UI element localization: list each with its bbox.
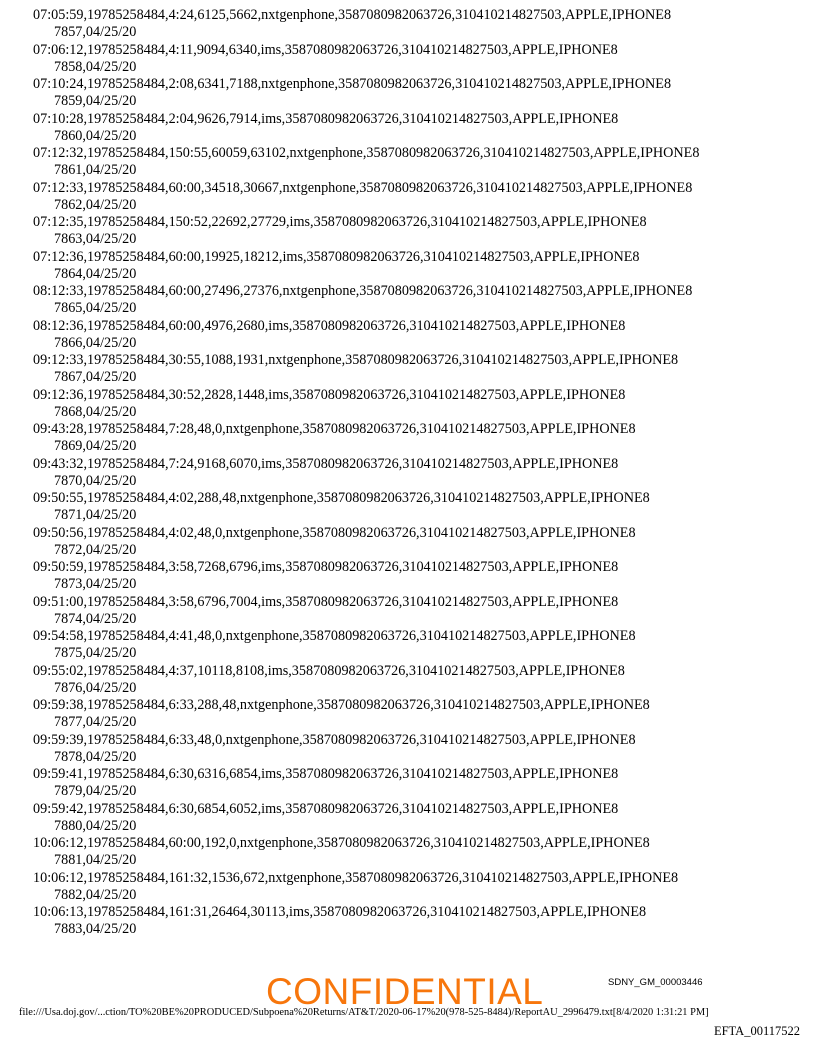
record-line2: 7878,04/25/20	[54, 748, 137, 765]
record-line1: 09:59:39,19785258484,6:33,48,0,nxtgenphone,3587080982063726,310410214827503,APPLE,IPHONE8	[33, 731, 636, 748]
record-line2: 7863,04/25/20	[54, 231, 137, 247]
record-row	[33, 628, 803, 663]
record-line2: 7876,04/25/20	[54, 679, 137, 696]
call-records-list	[33, 7, 803, 939]
record-line1: 09:59:42,19785258484,6:30,6854,6052,ims,3587080982063726,310410214827503,APPLE,IPHONE8	[33, 800, 619, 817]
record-line2: 7881,04/25/20	[54, 852, 137, 868]
record-row	[33, 801, 803, 836]
record-line2: 7867,04/25/20	[54, 369, 137, 385]
record-line1: 10:06:12,19785258484,60:00,192,0,nxtgenphone,3587080982063726,310410214827503,APPLE,IPHONE8	[33, 835, 650, 851]
bates-number: SDNY_GM_00003446	[608, 977, 703, 988]
confidential-watermark: CONFIDENTIAL	[266, 971, 544, 1012]
record-line2: 7877,04/25/20	[54, 714, 137, 730]
record-line2: 7858,04/25/20	[54, 58, 137, 75]
record-line1: 09:54:58,19785258484,4:41,48,0,nxtgenphone,3587080982063726,310410214827503,APPLE,IPHONE8	[33, 628, 636, 644]
record-row	[33, 421, 803, 456]
record-line2: 7875,04/25/20	[54, 645, 137, 661]
record-row	[33, 42, 803, 77]
record-line1: 09:50:55,19785258484,4:02,288,48,nxtgenphone,3587080982063726,310410214827503,APPLE,IPHONE8	[33, 490, 650, 506]
record-line1: 07:12:32,19785258484,150:55,60059,63102,nxtgenphone,3587080982063726,310410214827503,APPLE,IPHONE8	[33, 145, 700, 161]
record-row	[33, 387, 803, 422]
efta-number: EFTA_00117522	[713, 1024, 800, 1038]
record-line2: 7871,04/25/20	[54, 507, 137, 523]
record-row	[33, 732, 803, 767]
record-line1: 09:12:33,19785258484,30:55,1088,1931,nxtgenphone,3587080982063726,310410214827503,APPLE,IPHONE8	[33, 352, 679, 368]
record-line1: 09:59:38,19785258484,6:33,288,48,nxtgenphone,3587080982063726,310410214827503,APPLE,IPHONE8	[33, 697, 650, 713]
record-row	[33, 870, 803, 905]
record-line1: 07:12:33,19785258484,60:00,34518,30667,nxtgenphone,3587080982063726,310410214827503,APPLE,IPHONE8	[33, 179, 693, 196]
record-row	[33, 180, 803, 215]
record-line2: 7857,04/25/20	[54, 24, 137, 40]
record-line1: 08:12:36,19785258484,60:00,4976,2680,ims,3587080982063726,310410214827503,APPLE,IPHONE8	[33, 317, 626, 334]
record-line1: 09:12:36,19785258484,30:52,2828,1448,ims,3587080982063726,310410214827503,APPLE,IPHONE8	[33, 386, 626, 403]
record-line1: 10:06:13,19785258484,161:31,26464,30113,ims,3587080982063726,310410214827503,APPLE,IPHONE8	[33, 904, 647, 920]
record-row	[33, 663, 803, 698]
record-row	[33, 766, 803, 801]
record-row	[33, 7, 803, 42]
record-line1: 07:12:35,19785258484,150:52,22692,27729,ims,3587080982063726,310410214827503,APPLE,IPHONE8	[33, 214, 647, 230]
record-line2: 7869,04/25/20	[54, 438, 137, 454]
record-row	[33, 283, 803, 318]
record-row	[33, 352, 803, 387]
record-line1: 09:55:02,19785258484,4:37,10118,8108,ims,3587080982063726,310410214827503,APPLE,IPHONE8	[33, 662, 625, 679]
record-line1: 09:43:32,19785258484,7:24,9168,6070,ims,3587080982063726,310410214827503,APPLE,IPHONE8	[33, 455, 619, 472]
record-line2: 7883,04/25/20	[54, 921, 137, 937]
record-line1: 07:10:24,19785258484,2:08,6341,7188,nxtgenphone,3587080982063726,310410214827503,APPLE,IPHONE8	[33, 76, 672, 92]
footer-file-path: file:///Usa.doj.gov/...ction/TO%20BE%20PRODUCED/Subpoena%20Returns/AT&T/2020-06-17%20(978-525-8484)/ReportAU_2996479.txt[8/4/2020 1:31:21 PM]	[19, 1007, 709, 1018]
record-row	[33, 835, 803, 870]
record-row	[33, 318, 803, 353]
record-line1: 09:50:59,19785258484,3:58,7268,6796,ims,3587080982063726,310410214827503,APPLE,IPHONE8	[33, 559, 619, 575]
record-line1: 07:05:59,19785258484,4:24,6125,5662,nxtgenphone,3587080982063726,310410214827503,APPLE,IPHONE8	[33, 7, 672, 23]
record-row	[33, 525, 803, 560]
record-line2: 7882,04/25/20	[54, 886, 137, 903]
record-line2: 7864,04/25/20	[54, 265, 137, 282]
record-line2: 7868,04/25/20	[54, 403, 137, 420]
record-line2: 7874,04/25/20	[54, 610, 137, 627]
record-line2: 7861,04/25/20	[54, 162, 137, 178]
record-row	[33, 249, 803, 284]
record-line2: 7859,04/25/20	[54, 93, 137, 109]
record-line1: 09:43:28,19785258484,7:28,48,0,nxtgenphone,3587080982063726,310410214827503,APPLE,IPHONE8	[33, 421, 636, 437]
record-row	[33, 490, 803, 525]
record-line2: 7866,04/25/20	[54, 334, 137, 351]
record-line2: 7862,04/25/20	[54, 196, 137, 213]
record-row	[33, 111, 803, 146]
record-row	[33, 76, 803, 111]
record-line1: 09:59:41,19785258484,6:30,6316,6854,ims,3587080982063726,310410214827503,APPLE,IPHONE8	[33, 766, 619, 782]
record-row	[33, 904, 803, 939]
record-line2: 7860,04/25/20	[54, 127, 137, 144]
record-row	[33, 214, 803, 249]
record-line2: 7879,04/25/20	[54, 783, 137, 799]
record-row	[33, 559, 803, 594]
record-line2: 7880,04/25/20	[54, 817, 137, 834]
record-line2: 7870,04/25/20	[54, 472, 137, 489]
record-row	[33, 697, 803, 732]
record-line2: 7872,04/25/20	[54, 541, 137, 558]
record-line2: 7873,04/25/20	[54, 576, 137, 592]
record-line1: 09:51:00,19785258484,3:58,6796,7004,ims,3587080982063726,310410214827503,APPLE,IPHONE8	[33, 593, 619, 610]
record-line2: 7865,04/25/20	[54, 300, 137, 316]
record-line1: 10:06:12,19785258484,161:32,1536,672,nxtgenphone,3587080982063726,310410214827503,APPLE,IPHONE8	[33, 869, 679, 886]
record-row	[33, 456, 803, 491]
record-line1: 09:50:56,19785258484,4:02,48,0,nxtgenphone,3587080982063726,310410214827503,APPLE,IPHONE8	[33, 524, 636, 541]
record-line1: 07:10:28,19785258484,2:04,9626,7914,ims,3587080982063726,310410214827503,APPLE,IPHONE8	[33, 110, 619, 127]
record-row	[33, 594, 803, 629]
record-line1: 07:06:12,19785258484,4:11,9094,6340,ims,3587080982063726,310410214827503,APPLE,IPHONE8	[33, 41, 618, 58]
record-line1: 07:12:36,19785258484,60:00,19925,18212,ims,3587080982063726,310410214827503,APPLE,IPHONE8	[33, 248, 640, 265]
record-row	[33, 145, 803, 180]
record-line1: 08:12:33,19785258484,60:00,27496,27376,nxtgenphone,3587080982063726,310410214827503,APPLE,IPHONE8	[33, 283, 693, 299]
